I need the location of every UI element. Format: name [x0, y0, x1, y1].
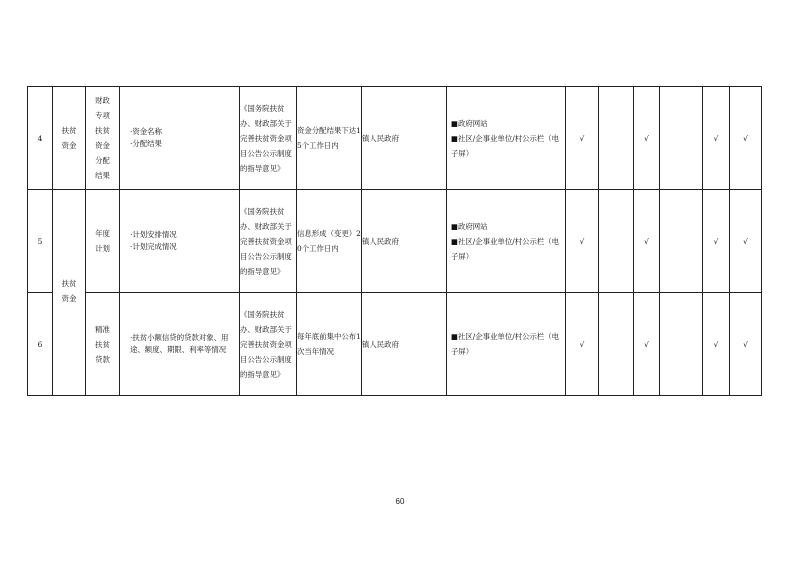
subcategory-label: 财政专项扶贫资金分配结果 [95, 96, 110, 180]
check-cell [599, 293, 634, 396]
disclosure-table [27, 86, 762, 396]
category-cell-merged [53, 190, 86, 396]
channel-item: ■社区/企事业单位/村公示栏（电子屏） [451, 332, 560, 356]
timing-cell: 资金分配结果下达15个工作日内 [297, 87, 362, 190]
subcategory-cell [86, 190, 120, 293]
channel-item: ■社区/企事业单位/村公示栏（电子屏） [451, 133, 560, 158]
check-cell: √ [703, 87, 730, 190]
check-cell [660, 190, 703, 293]
channel-item: ■政府网站 [451, 118, 488, 128]
subcategory-label: 年度计划 [95, 229, 110, 253]
row-index: 5 [28, 190, 53, 293]
check-cell: √ [634, 87, 660, 190]
channel-item: ■政府网站 [451, 221, 488, 231]
row-index: 4 [28, 87, 53, 190]
subcategory-cell [86, 87, 120, 190]
content-cell [120, 293, 240, 396]
content-item: ·计划完成情况 [130, 242, 177, 251]
subject-cell: 镇人民政府 [362, 190, 447, 293]
subcategory-label: 精准扶贫贷款 [95, 324, 110, 364]
check-cell [599, 190, 634, 293]
check-cell: √ [703, 293, 730, 396]
category-label: 扶贫资金 [61, 278, 77, 303]
timing-cell: 信息形成（变更）20个工作日内 [297, 190, 362, 293]
check-cell [660, 293, 703, 396]
check-cell: √ [730, 190, 762, 293]
table-row [28, 190, 762, 293]
row-index: 6 [28, 293, 53, 396]
subcategory-cell [86, 293, 120, 396]
check-cell: √ [730, 87, 762, 190]
content-item: ·扶贫小额信贷的贷款对象、用途、额度、期限、利率等情况 [130, 333, 229, 354]
check-cell: √ [703, 190, 730, 293]
table-row [28, 293, 762, 396]
basis-cell: 《国务院扶贫办、财政部关于完善扶贫资金项目公告公示制度的指导意见》 [240, 293, 297, 396]
content-item: ·计划安排情况 [130, 230, 177, 239]
page-number: 60 [395, 497, 405, 506]
check-cell: √ [566, 293, 599, 396]
content-cell [120, 87, 240, 190]
check-cell: √ [566, 190, 599, 293]
channels-cell [447, 87, 566, 190]
subject-cell: 镇人民政府 [362, 87, 447, 190]
channels-cell [447, 293, 566, 396]
check-cell: √ [730, 293, 762, 396]
basis-cell: 《国务院扶贫办、财政部关于完善扶贫资金项目公告公示制度的指导意见》 [240, 87, 297, 190]
basis-cell: 《国务院扶贫办、财政部关于完善扶贫资金项目公告公示制度的指导意见》 [240, 190, 297, 293]
content-cell [120, 190, 240, 293]
timing-cell: 每年底前集中公布1次当年情况 [297, 293, 362, 396]
channels-cell [447, 190, 566, 293]
check-cell [599, 87, 634, 190]
check-cell [660, 87, 703, 190]
category-label: 扶贫资金 [61, 126, 77, 150]
check-cell: √ [566, 87, 599, 190]
channel-item: ■社区/企事业单位/村公示栏（电子屏） [451, 236, 560, 261]
category-cell [53, 87, 86, 190]
content-item: ·分配结果 [130, 139, 162, 148]
check-cell: √ [634, 190, 660, 293]
subject-cell: 镇人民政府 [362, 293, 447, 396]
content-item: ·资金名称 [130, 127, 162, 136]
check-cell: √ [634, 293, 660, 396]
table-row [28, 87, 762, 190]
